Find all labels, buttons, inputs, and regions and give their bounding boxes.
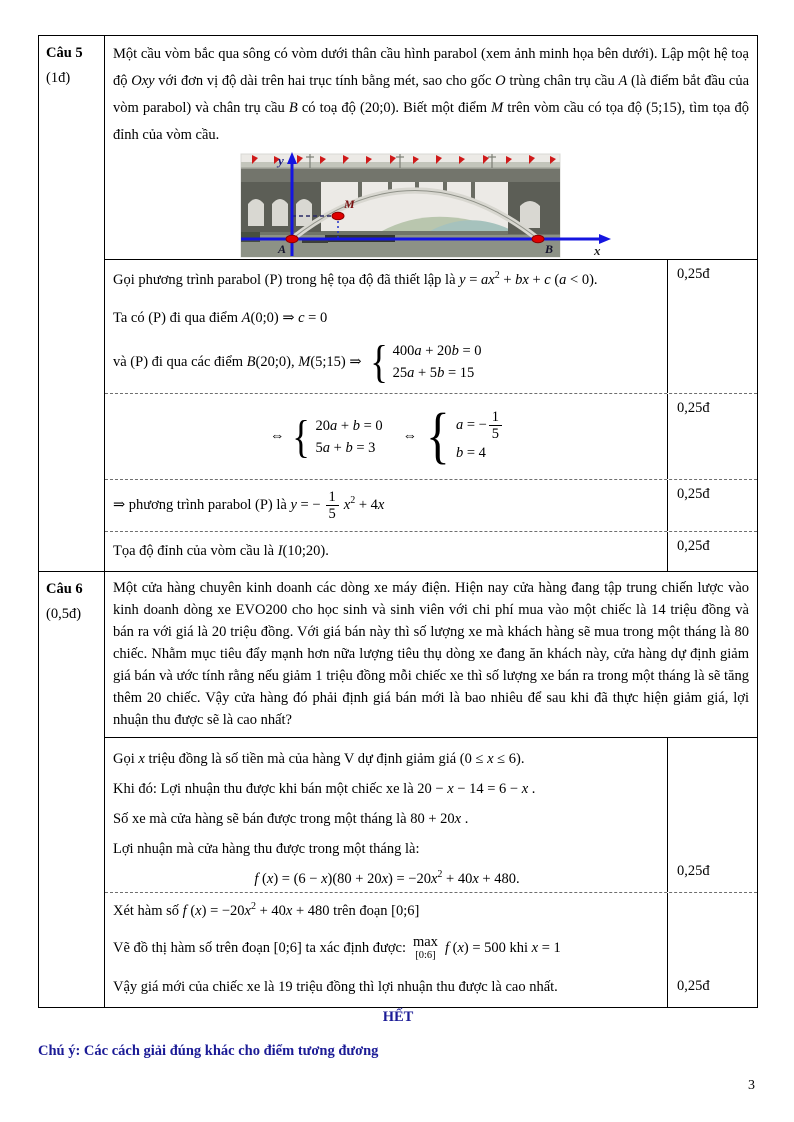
fraction-numerator: 1 bbox=[491, 408, 500, 425]
solution-row bbox=[105, 393, 757, 479]
question-score: (1đ) bbox=[46, 70, 71, 86]
points-cell: 0,25đ bbox=[667, 480, 757, 531]
solution-line: Ta có (P) đi qua điểm A(0;0) ⇒ c = 0 bbox=[113, 310, 328, 326]
x-axis-label: x bbox=[594, 243, 601, 258]
points-cell: 0,25đ bbox=[667, 738, 757, 892]
solution-line: Lợi nhuận mà cửa hàng thu được trong một tháng là: bbox=[113, 841, 420, 857]
question-score: (0,5đ) bbox=[46, 606, 82, 622]
max-operator bbox=[413, 935, 438, 961]
solution-line: Số xe mà cửa hàng sẽ bán được trong một tháng là 80 + 20x . bbox=[113, 811, 469, 827]
equation-prefix: a = − bbox=[455, 417, 487, 434]
equation-system bbox=[290, 410, 383, 462]
equation-system bbox=[423, 401, 504, 470]
point-m-dot bbox=[332, 212, 344, 220]
right-arch-opening bbox=[520, 201, 540, 228]
grading-note: Chú ý: Các cách giải đúng khác cho điểm tương đương bbox=[38, 1043, 379, 1059]
statement-text: Một cửa hàng chuyên kinh doanh các dòng xe máy điện. Hiện nay cửa hàng đang tập trung chiến lược vào kinh doanh dòng xe EVO200 cho học sinh và sinh viên với chi phí mua vào một chiếc là 14 triệu đồng và bán ra với giá là 20 triệu đồng. Với giá bán này thì số lượng xe mà khách hàng sẽ mua trong một tháng là 80 chiếc. Nhằm mục tiêu đẩy mạnh hơn nữa lượng tiêu thụ dòng xe đang ăn khách này, cửa hàng dự định giảm giá bán và ước tính rằng nếu giảm 1 triệu đồng mỗi chiếc xe thì số lượng xe bán ra trong một tháng là sẽ tăng thêm 20 chiếc. Vậy cửa hàng đó phải định giá bán mới là bao nhiêu để sau khi đã thực hiện giảm giá, lợi nhuận thu được sẽ là cao nhất? bbox=[113, 580, 749, 728]
solution-line bbox=[113, 935, 661, 961]
bridge-photo bbox=[240, 152, 620, 259]
question-id: Câu 5 bbox=[46, 45, 83, 61]
iff-arrow: ⇔ bbox=[402, 428, 418, 444]
bridge-deck bbox=[241, 168, 560, 182]
statement-cell bbox=[105, 36, 757, 259]
profit-formula: f $(x) = (6 - x)(80 + 20x) = -20x^2 + 40x + 480$. bbox=[254, 869, 520, 887]
solution-line: Vậy giá mới của chiếc xe là 19 triệu đồng thì lợi nhuận thu được là cao nhất. bbox=[113, 979, 558, 995]
solution-line-suffix: $x^2 + 4x$ bbox=[343, 495, 385, 513]
points-cell: 0,25đ bbox=[667, 394, 757, 479]
solution-content bbox=[105, 260, 667, 393]
answer-table bbox=[38, 35, 758, 1008]
solution-content bbox=[105, 532, 667, 571]
solution-line: Gọi x triệu đồng là số tiền mà của hàng V dự định giảm giá (0 ≤ x ≤ 6). bbox=[113, 751, 525, 767]
solution-content bbox=[105, 893, 667, 1007]
point-b-dot bbox=[532, 235, 544, 243]
statement-text: Một cầu vòm bắc qua sông có vòm dưới thân cầu hình parabol (xem ảnh minh họa bên dưới). Lập một hệ toạ độ Oxy với đơn vị độ dài trên hai trục tính bằng mét, sao cho gốc O trùng chân trụ cầu A (là điểm bắt đầu của vòm parabol) và chân trụ cầu B có toạ độ (20;0). Biết một điểm M trên vòm cầu có tọa độ (5;15), tìm tọa độ đỉnh của vòm cầu. bbox=[113, 46, 750, 143]
system-brace: { bbox=[426, 401, 450, 470]
left-arch-openings bbox=[248, 199, 312, 226]
question-body bbox=[105, 572, 757, 1007]
system-equation: 25a + 5b = 15 bbox=[392, 365, 475, 381]
points-cell: 0,25đ bbox=[667, 260, 757, 393]
solution-content bbox=[105, 738, 667, 892]
question-row-cau5 bbox=[39, 36, 757, 571]
system-equation: 5a + b = 3 bbox=[315, 439, 376, 456]
end-marker: HẾT bbox=[382, 1009, 414, 1025]
solution-line: Tọa độ đỉnh của vòm cầu là I(10;20). bbox=[113, 543, 329, 559]
question-label-cell bbox=[39, 572, 105, 1007]
fraction-denominator: 5 bbox=[489, 425, 502, 442]
system-brace: { bbox=[369, 336, 388, 388]
statement-cell bbox=[105, 572, 757, 737]
question-id: Câu 6 bbox=[46, 581, 83, 597]
point-a-dot bbox=[286, 235, 298, 243]
fraction-denominator: 5 bbox=[326, 505, 339, 522]
point-m-label: M bbox=[344, 197, 355, 211]
page-number: 3 bbox=[748, 1078, 755, 1093]
solution-line: Xét hàm số f $(x) = -20x^2 + 40x + 480$ trên đoạn [0;6] bbox=[113, 901, 420, 919]
system-equation: b = 4 bbox=[455, 444, 486, 461]
solution-row bbox=[105, 531, 757, 571]
points-cell: 0,25đ bbox=[667, 893, 757, 1007]
solution-line: Gọi phương trình parabol (P) trong hệ tọa độ đã thiết lập là $y = ax^2$ + bx + c (a < 0). bbox=[113, 270, 598, 288]
solution-row bbox=[105, 479, 757, 531]
solution-content bbox=[105, 480, 667, 531]
system-equation: 400a + 20b = 0 bbox=[392, 343, 482, 359]
question-row-cau6 bbox=[39, 571, 757, 1007]
point-b-label: B bbox=[545, 242, 554, 256]
question-label-cell bbox=[39, 36, 105, 571]
fraction-numerator: 1 bbox=[328, 489, 336, 505]
solution-line bbox=[113, 336, 661, 388]
solution-line-suffix: f (x) = 500 khi x = 1 bbox=[444, 940, 561, 956]
y-axis-label: y bbox=[278, 153, 284, 168]
max-subscript: [0:6] bbox=[415, 950, 436, 961]
question-body bbox=[105, 36, 757, 571]
solution-line-prefix: và (P) đi qua các điểm B(20;0), M(5;15) ⇒ bbox=[113, 353, 362, 370]
equation-system bbox=[368, 336, 482, 388]
solution-line: Khi đó: Lợi nhuận thu được khi bán một chiếc xe là 20 − x − 14 = 6 − x . bbox=[113, 781, 536, 797]
fraction bbox=[326, 489, 339, 522]
bridge-photo-svg bbox=[240, 152, 620, 259]
system-equation bbox=[456, 409, 504, 442]
solution-content bbox=[105, 394, 667, 479]
system-equation: 20a + b = 0 bbox=[315, 417, 383, 434]
x-axis-arrow bbox=[599, 234, 611, 244]
max-label: max bbox=[412, 934, 438, 950]
points-cell: 0,25đ bbox=[667, 532, 757, 571]
iff-arrow: ⇔ bbox=[269, 428, 285, 444]
system-brace: { bbox=[292, 410, 311, 462]
solution-row bbox=[105, 737, 757, 892]
solution-row bbox=[105, 259, 757, 393]
solution-row bbox=[105, 892, 757, 1007]
solution-line-prefix: Vẽ đồ thị hàm số trên đoạn [0;6] ta xác định được: bbox=[113, 940, 406, 956]
point-a-label: A bbox=[278, 242, 287, 256]
fraction bbox=[489, 409, 502, 442]
solution-line-prefix: ⇒ phương trình parabol (P) là y = − bbox=[113, 497, 321, 513]
